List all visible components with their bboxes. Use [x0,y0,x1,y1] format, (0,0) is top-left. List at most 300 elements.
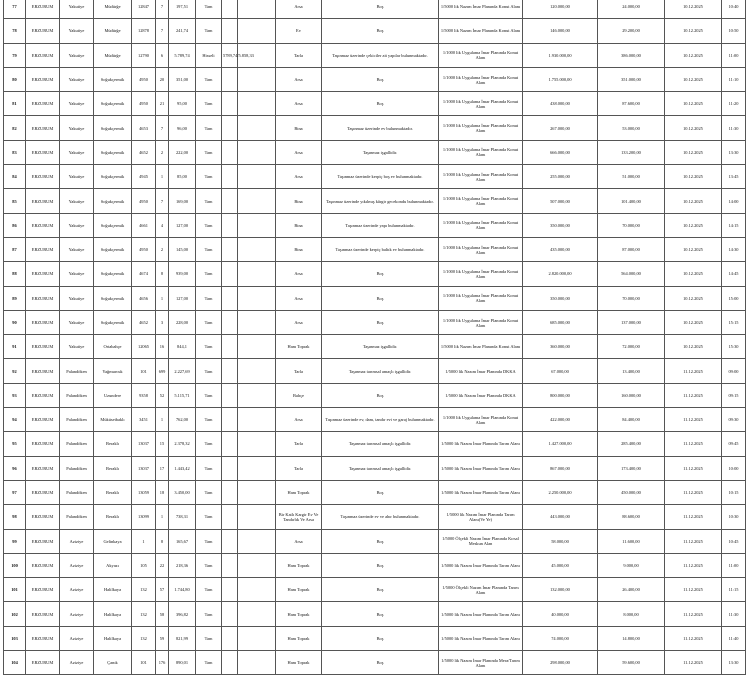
cell-mahalle: Soğukçermik [94,116,132,140]
cell-saat: 10:00 [722,456,746,480]
cell-saat: 15:15 [722,310,746,334]
cell-alan: 241,74 [169,19,196,43]
cell-saat: 14:00 [722,189,746,213]
cell-bedel: 1.755.000,00 [523,67,598,91]
cell-ada: 12847 [132,0,156,19]
cell-ilce: Palandöken [60,456,94,480]
cell-teminat: 133.200,00 [598,140,665,164]
cell-pafta [222,529,238,553]
cell-plan: 1/5000 lik Nazım İmar Planında Konut Alanı [439,19,523,43]
cell-il: ERZURUM [26,432,60,456]
table-row [4,237,746,261]
cell-ada: 13059 [132,480,156,504]
cell-parsel: 7 [156,0,169,19]
cell-nitelik: Ev [276,19,322,43]
cell-teminat: 24.000,00 [598,0,665,19]
cell-tarih: 11.12.2025 [665,408,722,432]
cell-mahalle: Müdürğe [94,19,132,43]
cell-tarih: 11.12.2025 [665,359,722,383]
cell-bedel: 2.820.000,00 [523,262,598,286]
cell-ada-parsel [238,505,276,529]
cell-ada: 3451 [132,408,156,432]
cell-tarih: 10.12.2025 [665,43,722,67]
cell-nitelik: Arsa [276,286,322,310]
cell-tarih: 10.12.2025 [665,262,722,286]
cell-tarih: 11.12.2025 [665,602,722,626]
cell-pafta [222,432,238,456]
cell-no: 77 [4,0,26,19]
cell-no: 99 [4,529,26,553]
cell-nitelik: Ham Toprak [276,651,322,675]
cell-il: ERZURUM [26,310,60,334]
cell-il: ERZURUM [26,383,60,407]
cell-teminat: 88.600,00 [598,505,665,529]
cell-saat: 11:00 [722,553,746,577]
cell-parsel: 176 [156,651,169,675]
cell-no: 82 [4,116,26,140]
cell-saat: 11:15 [722,578,746,602]
cell-teminat: 87.000,00 [598,237,665,261]
cell-ilce: Yakutiye [60,116,94,140]
cell-ilce: Palandöken [60,480,94,504]
cell-nitelik: Ham Toprak [276,578,322,602]
cell-plan: 1/5000 lik Nazım İmar Planında Tarım Alanı [439,456,523,480]
cell-tarih: 10.12.2025 [665,165,722,189]
cell-ilce: Yakutiye [60,92,94,116]
cell-plan: 1/1000 lik Uygulama İmar Planında Konut Alanı [439,43,523,67]
cell-ada: 101 [132,651,156,675]
table-row [4,310,746,334]
cell-hisse: Tam [196,67,222,91]
cell-tarih: 10.12.2025 [665,335,722,359]
cell-parsel: 17 [156,456,169,480]
cell-plan: 1/1000 lik Uygulama İmar Planında Konut Alanı [439,310,523,334]
cell-parsel: 4 [156,213,169,237]
cell-teminat: 72.000,00 [598,335,665,359]
cell-alan: 127,00 [169,213,196,237]
cell-ilce: Yakutiye [60,19,94,43]
cell-ilce: Aziziye [60,578,94,602]
cell-saat: 09:15 [722,383,746,407]
cell-no: 103 [4,626,26,650]
cell-bedel: 74.000,00 [523,626,598,650]
cell-teminat: 386.000,00 [598,43,665,67]
cell-parsel: 7 [156,19,169,43]
cell-il: ERZURUM [26,262,60,286]
table-row [4,626,746,650]
cell-teminat: 59.600,00 [598,651,665,675]
cell-alan: 228,00 [169,310,196,334]
cell-tarih: 10.12.2025 [665,237,722,261]
cell-mahalle: Beraklı [94,480,132,504]
cell-yapi: Boş [322,286,439,310]
cell-plan: 1/5000 lik Nazım İmar Planında Tarım Alanı [439,626,523,650]
cell-il: ERZURUM [26,140,60,164]
cell-plan: 1/1000 lik Uygulama İmar Planında Konut Alanı [439,262,523,286]
cell-bedel: 298.000,00 [523,651,598,675]
cell-bedel: 67.000,00 [523,359,598,383]
cell-yapi: Boş [322,0,439,19]
cell-bedel: 422.000,00 [523,408,598,432]
cell-saat: 13:45 [722,165,746,189]
cell-plan: 1/1000 lik Uygulama İmar Planında Konut Alanı [439,237,523,261]
table-row [4,529,746,553]
cell-hisse: Tam [196,92,222,116]
cell-plan: 1/1000 lik Uygulama İmar Planında Konut Alanı [439,213,523,237]
cell-yapi: Boş [322,310,439,334]
cell-hisse: Tam [196,432,222,456]
cell-hisse: Tam [196,19,222,43]
cell-pafta: 5789,74/5.858,33 [222,43,238,67]
cell-no: 78 [4,19,26,43]
cell-saat: 11:30 [722,602,746,626]
cell-parsel: 22 [156,553,169,577]
cell-pafta [222,0,238,19]
table-row [4,651,746,675]
cell-parsel: 20 [156,67,169,91]
cell-tarih: 11.12.2025 [665,480,722,504]
cell-pafta [222,286,238,310]
cell-saat: 14:30 [722,237,746,261]
cell-ada: 4674 [132,262,156,286]
cell-il: ERZURUM [26,286,60,310]
cell-alan: 127,00 [169,286,196,310]
cell-nitelik: Bina [276,237,322,261]
cell-ada: 13037 [132,456,156,480]
cell-nitelik: Bina [276,213,322,237]
cell-ada: 4652 [132,140,156,164]
cell-nitelik: Tarla [276,359,322,383]
cell-nitelik: Bir Katlı Kargir Ev Ve Tandırlık Ve Arsa [276,505,322,529]
cell-yapi: Boş [322,651,439,675]
cell-tarih: 10.12.2025 [665,189,722,213]
cell-plan: 1/1000 lik Uygulama İmar Planında Konut Alanı [439,189,523,213]
cell-il: ERZURUM [26,408,60,432]
cell-tarih: 11.12.2025 [665,383,722,407]
cell-ada: 13099 [132,505,156,529]
cell-il: ERZURUM [26,626,60,650]
cell-alan: 5.789,74 [169,43,196,67]
cell-tarih: 11.12.2025 [665,456,722,480]
cell-il: ERZURUM [26,578,60,602]
cell-no: 97 [4,480,26,504]
cell-mahalle: Halilkaya [94,578,132,602]
cell-hisse: Tam [196,116,222,140]
cell-nitelik: Tarla [276,43,322,67]
cell-alan: 145,00 [169,237,196,261]
table-row [4,335,746,359]
cell-tarih: 11.12.2025 [665,505,722,529]
cell-parsel: 8 [156,529,169,553]
cell-ada-parsel [238,189,276,213]
cell-il: ERZURUM [26,67,60,91]
cell-ilce: Yakutiye [60,140,94,164]
cell-hisse: Tam [196,505,222,529]
cell-parsel: 59 [156,626,169,650]
cell-ilce: Palandöken [60,505,94,529]
table-row [4,432,746,456]
cell-ada: 1 [132,529,156,553]
cell-mahalle: Gelinkaya [94,529,132,553]
cell-teminat: 87.600,00 [598,92,665,116]
cell-saat: 10:40 [722,0,746,19]
cell-alan: 762,00 [169,408,196,432]
cell-bedel: 1.930.000,00 [523,43,598,67]
cell-ada-parsel [238,553,276,577]
cell-yapi: Boş [322,529,439,553]
table-row [4,189,746,213]
table-row [4,262,746,286]
cell-teminat: 137.000,00 [598,310,665,334]
cell-yapi: Boş [322,480,439,504]
cell-teminat: 564.000,00 [598,262,665,286]
cell-il: ERZURUM [26,335,60,359]
cell-bedel: 1.427.000,00 [523,432,598,456]
cell-plan: 1/5000 lik Nazım İmar Planında Tarım Alanı [439,480,523,504]
cell-nitelik: Arsa [276,165,322,189]
cell-hisse: Tam [196,0,222,19]
cell-mahalle: Beraklı [94,432,132,456]
cell-ilce: Aziziye [60,529,94,553]
cell-ilce: Palandöken [60,359,94,383]
cell-pafta [222,480,238,504]
cell-saat: 11:00 [722,43,746,67]
cell-ada: 13037 [132,432,156,456]
cell-parsel: 1 [156,165,169,189]
cell-ada-parsel [238,262,276,286]
cell-saat: 15:00 [722,286,746,310]
table-row [4,286,746,310]
cell-tarih: 11.12.2025 [665,578,722,602]
cell-plan: 1/5000 lik Nazım İmar Planında Konut Alanı [439,0,523,19]
table-row [4,19,746,43]
cell-il: ERZURUM [26,359,60,383]
cell-il: ERZURUM [26,529,60,553]
cell-teminat: 26.400,00 [598,578,665,602]
cell-bedel: 267.000,00 [523,116,598,140]
cell-il: ERZURUM [26,553,60,577]
cell-ada-parsel [238,165,276,189]
cell-nitelik: Ham Toprak [276,553,322,577]
cell-yapi: Boş [322,578,439,602]
cell-bedel: 255.000,00 [523,165,598,189]
cell-yapi: Taşınmaz üzerinde çekiciler ait yapılar bulunmaktadır. [322,43,439,67]
cell-parsel: 1 [156,408,169,432]
cell-yapi: Boş [322,602,439,626]
cell-mahalle: Müdürğe [94,43,132,67]
cell-yapi: Taşınmaz üzerinde ev ve ahır bulunmaktadır. [322,505,439,529]
cell-mahalle: Akyazı [94,553,132,577]
cell-plan: 1/5000 lik Nazım İmar Planında Mera/Tarım Alanı [439,651,523,675]
cell-no: 98 [4,505,26,529]
cell-alan: 1.443,42 [169,456,196,480]
cell-hisse: Tam [196,310,222,334]
cell-hisse: Tam [196,189,222,213]
cell-saat: 11:20 [722,92,746,116]
cell-ada: 4945 [132,165,156,189]
table-row [4,456,746,480]
cell-ilce: Yakutiye [60,335,94,359]
cell-yapi: Taşınmaz tarımsal amaçlı işgallidir. [322,359,439,383]
cell-ilce: Yakutiye [60,213,94,237]
cell-mahalle: Soğukçermik [94,189,132,213]
cell-tarih: 10.12.2025 [665,67,722,91]
cell-hisse: Tam [196,553,222,577]
cell-parsel: 1 [156,505,169,529]
cell-ada: 4950 [132,67,156,91]
cell-hisse: Tam [196,213,222,237]
cell-nitelik: Arsa [276,67,322,91]
cell-mahalle: Soğukçermik [94,67,132,91]
cell-pafta [222,505,238,529]
cell-bedel: 2.250.000,00 [523,480,598,504]
cell-tarih: 11.12.2025 [665,432,722,456]
cell-ada-parsel [238,67,276,91]
cell-mahalle: Ortabahçe [94,335,132,359]
cell-bedel: 438.000,00 [523,92,598,116]
cell-saat: 10:15 [722,480,746,504]
cell-saat: 09:00 [722,359,746,383]
cell-tarih: 11.12.2025 [665,626,722,650]
cell-alan: 5.115,71 [169,383,196,407]
cell-pafta [222,359,238,383]
cell-yapi: Taşınmaz üzerinde yapı bulunmaktadır. [322,213,439,237]
cell-bedel: 507.000,00 [523,189,598,213]
cell-hisse: Tam [196,602,222,626]
cell-ada: 132 [132,578,156,602]
cell-plan: 1/1000 lik Uygulama İmar Planında Konut Alanı [439,67,523,91]
cell-ada-parsel [238,237,276,261]
cell-ada: 101 [132,359,156,383]
cell-ada-parsel [238,92,276,116]
cell-nitelik: Tarla [276,456,322,480]
cell-saat: 15:30 [722,335,746,359]
cell-ada-parsel [238,432,276,456]
cell-plan: 1/5000 lik Nazım İmar Planında Tarım Alanı [439,432,523,456]
table-row [4,505,746,529]
auction-table [3,0,746,675]
cell-ada: 4950 [132,237,156,261]
cell-ilce: Aziziye [60,602,94,626]
cell-tarih: 10.12.2025 [665,0,722,19]
cell-no: 94 [4,408,26,432]
cell-ada: 12790 [132,43,156,67]
cell-alan: 169,00 [169,189,196,213]
cell-pafta [222,140,238,164]
cell-teminat: 173.400,00 [598,456,665,480]
cell-ilce: Palandöken [60,432,94,456]
cell-teminat: 14.800,00 [598,626,665,650]
cell-pafta [222,310,238,334]
cell-yapi: Taşınmaz tarımsal amaçlı işgallidir. [322,456,439,480]
cell-nitelik: Ham Toprak [276,626,322,650]
table-body [4,0,746,675]
cell-no: 88 [4,262,26,286]
cell-bedel: 685.000,00 [523,310,598,334]
cell-yapi: Boş [322,262,439,286]
cell-alan: 1.744,80 [169,578,196,602]
cell-hisse: Tam [196,359,222,383]
cell-tarih: 10.12.2025 [665,140,722,164]
cell-tarih: 10.12.2025 [665,310,722,334]
cell-ada-parsel [238,626,276,650]
cell-saat: 14:45 [722,262,746,286]
cell-il: ERZURUM [26,116,60,140]
cell-teminat: 160.000,00 [598,383,665,407]
cell-il: ERZURUM [26,237,60,261]
cell-ada: 4950 [132,92,156,116]
cell-bedel: 350.000,00 [523,286,598,310]
cell-yapi: Boş [322,383,439,407]
cell-saat: 13:30 [722,140,746,164]
cell-no: 79 [4,43,26,67]
cell-ada: 9358 [132,383,156,407]
cell-ada-parsel [238,408,276,432]
cell-pafta [222,602,238,626]
cell-alan: 96,00 [169,116,196,140]
cell-hisse: Tam [196,529,222,553]
cell-mahalle: Beraklı [94,456,132,480]
cell-ada-parsel [238,19,276,43]
cell-ada: 105 [132,553,156,577]
cell-mahalle: Halilkaya [94,626,132,650]
cell-plan: 1/5000 lik Nazım İmar Planında Tarım Alanı [439,553,523,577]
cell-alan: 890,01 [169,651,196,675]
cell-il: ERZURUM [26,651,60,675]
cell-nitelik: Arsa [276,0,322,19]
cell-teminat: 84.400,00 [598,408,665,432]
cell-teminat: 13.400,00 [598,359,665,383]
cell-parsel: 21 [156,92,169,116]
cell-nitelik: Arsa [276,408,322,432]
cell-plan: 1/1000 lik Uygulama İmar Planında Konut Alanı [439,286,523,310]
cell-ada-parsel [238,116,276,140]
cell-bedel: 120.000,00 [523,0,598,19]
cell-tarih: 11.12.2025 [665,553,722,577]
cell-pafta [222,651,238,675]
cell-hisse: Tam [196,140,222,164]
cell-teminat: 51.000,00 [598,165,665,189]
cell-ilce: Yakutiye [60,0,94,19]
cell-plan: 1/5000 lik Nazım İmar Planında DKKA [439,359,523,383]
cell-mahalle: Müdürğe [94,0,132,19]
cell-parsel: 16 [156,335,169,359]
cell-no: 81 [4,92,26,116]
cell-yapi: Boş [322,67,439,91]
cell-no: 92 [4,359,26,383]
cell-ilce: Yakutiye [60,286,94,310]
cell-saat: 10:45 [722,529,746,553]
cell-nitelik: Ham Toprak [276,480,322,504]
cell-ada-parsel [238,456,276,480]
cell-tarih: 10.12.2025 [665,286,722,310]
cell-ada-parsel [238,578,276,602]
cell-tarih: 10.12.2025 [665,92,722,116]
cell-il: ERZURUM [26,92,60,116]
cell-mahalle: Beraklı [94,505,132,529]
cell-ada-parsel [238,286,276,310]
cell-no: 80 [4,67,26,91]
cell-teminat: 351.000,00 [598,67,665,91]
cell-parsel: 58 [156,602,169,626]
cell-teminat: 53.000,00 [598,116,665,140]
cell-plan: 1/5000 lik Nazım İmar Planında Tarım Alanı(Ve Ye) [439,505,523,529]
cell-hisse: Tam [196,262,222,286]
cell-alan: 844,1 [169,335,196,359]
cell-ilce: Aziziye [60,553,94,577]
cell-tarih: 10.12.2025 [665,19,722,43]
table-row [4,140,746,164]
